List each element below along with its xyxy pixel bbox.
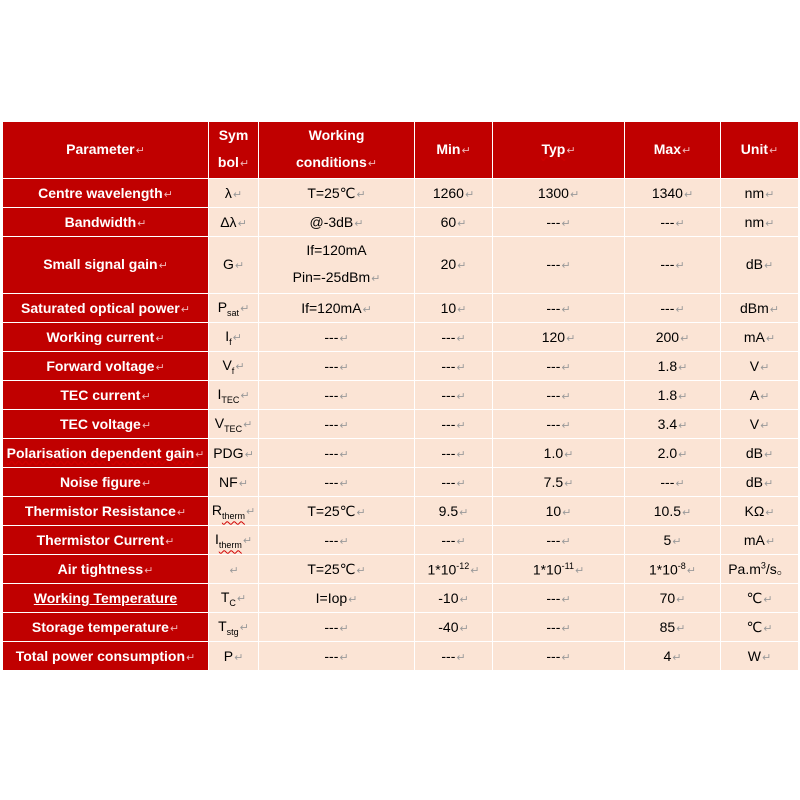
- parameter-cell: Small signal gain↵: [3, 237, 209, 294]
- typ-cell: ---↵: [493, 208, 625, 237]
- condition-cell: T=25℃↵: [259, 179, 415, 208]
- max-cell: ---↵: [625, 468, 721, 497]
- unit-cell: V↵: [721, 410, 799, 439]
- symbol-cell: $V_f↵$: [209, 352, 259, 381]
- typ-cell: $1*10^{-11}↵$: [493, 555, 625, 584]
- typ-cell: ---↵: [493, 642, 625, 671]
- condition-cell: @-3dB↵: [259, 208, 415, 237]
- typ-cell: ---↵: [493, 410, 625, 439]
- condition-cell: ---↵: [259, 381, 415, 410]
- min-cell: ---↵: [415, 323, 493, 352]
- typ-cell: 1.0↵: [493, 439, 625, 468]
- symbol-cell: PDG↵: [209, 439, 259, 468]
- parameter-cell: Thermistor Current↵: [3, 526, 209, 555]
- max-cell: 10.5↵: [625, 497, 721, 526]
- unit-cell: ℃↵: [721, 613, 799, 642]
- parameter-cell: Forward voltage↵: [3, 352, 209, 381]
- max-cell: $1*10^{-8}↵$: [625, 555, 721, 584]
- parameter-cell: Centre wavelength↵: [3, 179, 209, 208]
- header-max: Max↵: [625, 122, 721, 179]
- symbol-cell: $I_{TEC}↵$: [209, 381, 259, 410]
- condition-cell: T=25℃↵: [259, 497, 415, 526]
- typ-cell: 120↵: [493, 323, 625, 352]
- symbol-cell: $V_{TEC}↵$: [209, 410, 259, 439]
- parameter-cell: Working Temperature: [3, 584, 209, 613]
- max-cell: ---↵: [625, 294, 721, 323]
- max-cell: 85↵: [625, 613, 721, 642]
- condition-cell: ---↵: [259, 439, 415, 468]
- table-row: [3, 352, 799, 381]
- unit-cell: dB↵: [721, 468, 799, 497]
- parameter-cell: TEC current↵: [3, 381, 209, 410]
- unit-cell: V↵: [721, 352, 799, 381]
- table-row: [3, 468, 799, 497]
- max-cell: 70↵: [625, 584, 721, 613]
- max-cell: 3.4↵: [625, 410, 721, 439]
- symbol-cell: $P_{sat}↵$: [209, 294, 259, 323]
- symbol-cell: P↵: [209, 642, 259, 671]
- symbol-cell: Δλ↵: [209, 208, 259, 237]
- parameter-cell: Total power consumption↵: [3, 642, 209, 671]
- typ-cell: 1300↵: [493, 179, 625, 208]
- min-cell: -40↵: [415, 613, 493, 642]
- symbol-cell: $T_{stg}↵$: [209, 613, 259, 642]
- symbol-cell: λ↵: [209, 179, 259, 208]
- symbol-cell: $I_{therm}↵$: [209, 526, 259, 555]
- symbol-cell: $I_f↵$: [209, 323, 259, 352]
- parameter-cell: Working current↵: [3, 323, 209, 352]
- parameter-cell: Storage temperature↵: [3, 613, 209, 642]
- table-row: [3, 294, 799, 323]
- condition-cell: If=120mA↵: [259, 294, 415, 323]
- parameter-cell: Noise figure↵: [3, 468, 209, 497]
- parameter-cell: Polarisation dependent gain↵: [3, 439, 209, 468]
- table-row: [3, 323, 799, 352]
- min-cell: ---↵: [415, 381, 493, 410]
- symbol-cell: NF↵: [209, 468, 259, 497]
- condition-cell: I=Iop↵: [259, 584, 415, 613]
- table-row: [3, 613, 799, 642]
- min-cell: ---↵: [415, 439, 493, 468]
- unit-cell: A↵: [721, 381, 799, 410]
- max-cell: 1340↵: [625, 179, 721, 208]
- min-cell: 10↵: [415, 294, 493, 323]
- header-symbol: Sym bol↵: [209, 122, 259, 179]
- header-conditions: Working conditions↵: [259, 122, 415, 179]
- typ-cell: ---↵: [493, 294, 625, 323]
- min-cell: ---↵: [415, 468, 493, 497]
- min-cell: ---↵: [415, 352, 493, 381]
- parameter-cell: Bandwidth↵: [3, 208, 209, 237]
- min-cell: ---↵: [415, 410, 493, 439]
- typ-cell: 7.5↵: [493, 468, 625, 497]
- min-cell: 9.5↵: [415, 497, 493, 526]
- unit-cell: $Pa.m^3/s$。: [721, 555, 799, 584]
- min-cell: 1260↵: [415, 179, 493, 208]
- condition-cell: T=25℃↵: [259, 555, 415, 584]
- condition-cell: If=120mA Pin=-25dBm↵: [259, 237, 415, 294]
- condition-cell: ---↵: [259, 642, 415, 671]
- unit-cell: nm↵: [721, 179, 799, 208]
- table-row: [3, 497, 799, 526]
- typ-cell: ---↵: [493, 381, 625, 410]
- max-cell: ---↵: [625, 237, 721, 294]
- unit-cell: W↵: [721, 642, 799, 671]
- table-row: [3, 526, 799, 555]
- header-min: Min↵: [415, 122, 493, 179]
- header-row: [3, 122, 799, 179]
- unit-cell: ℃↵: [721, 584, 799, 613]
- min-cell: -10↵: [415, 584, 493, 613]
- condition-cell: ---↵: [259, 323, 415, 352]
- specifications-table: [2, 121, 799, 671]
- symbol-cell: ↵: [209, 555, 259, 584]
- table-row: [3, 555, 799, 584]
- min-cell: ---↵: [415, 642, 493, 671]
- table-row: [3, 642, 799, 671]
- min-cell: ---↵: [415, 526, 493, 555]
- symbol-cell: $R_{therm}↵$: [209, 497, 259, 526]
- unit-cell: nm↵: [721, 208, 799, 237]
- parameter-cell: Thermistor Resistance↵: [3, 497, 209, 526]
- table-row: [3, 381, 799, 410]
- max-cell: ---↵: [625, 208, 721, 237]
- header-typ: Typ↵: [493, 122, 625, 179]
- unit-cell: mA↵: [721, 526, 799, 555]
- parameter-cell: TEC voltage↵: [3, 410, 209, 439]
- unit-cell: dB↵: [721, 439, 799, 468]
- header-unit: Unit↵: [721, 122, 799, 179]
- max-cell: 5↵: [625, 526, 721, 555]
- typ-cell: 10↵: [493, 497, 625, 526]
- max-cell: 200↵: [625, 323, 721, 352]
- unit-cell: dBm↵: [721, 294, 799, 323]
- condition-cell: ---↵: [259, 613, 415, 642]
- condition-cell: ---↵: [259, 352, 415, 381]
- table-row: [3, 179, 799, 208]
- typ-cell: ---↵: [493, 613, 625, 642]
- table-row: [3, 237, 799, 294]
- typ-cell: ---↵: [493, 526, 625, 555]
- condition-cell: ---↵: [259, 526, 415, 555]
- unit-cell: dB↵: [721, 237, 799, 294]
- unit-cell: mA↵: [721, 323, 799, 352]
- parameter-cell: Air tightness↵: [3, 555, 209, 584]
- min-cell: 60↵: [415, 208, 493, 237]
- typ-cell: ---↵: [493, 352, 625, 381]
- table-row: [3, 208, 799, 237]
- condition-cell: ---↵: [259, 468, 415, 497]
- unit-cell: KΩ↵: [721, 497, 799, 526]
- max-cell: 1.8↵: [625, 352, 721, 381]
- typ-cell: ---↵: [493, 237, 625, 294]
- symbol-cell: G↵: [209, 237, 259, 294]
- parameter-cell: Saturated optical power↵: [3, 294, 209, 323]
- min-cell: 20↵: [415, 237, 493, 294]
- min-cell: $1*10^{-12}↵$: [415, 555, 493, 584]
- symbol-cell: $T_C↵$: [209, 584, 259, 613]
- table-row: [3, 410, 799, 439]
- header-parameter: Parameter↵: [3, 122, 209, 179]
- max-cell: 4↵: [625, 642, 721, 671]
- condition-cell: ---↵: [259, 410, 415, 439]
- table-row: [3, 584, 799, 613]
- max-cell: 1.8↵: [625, 381, 721, 410]
- table-row: [3, 439, 799, 468]
- max-cell: 2.0↵: [625, 439, 721, 468]
- typ-cell: ---↵: [493, 584, 625, 613]
